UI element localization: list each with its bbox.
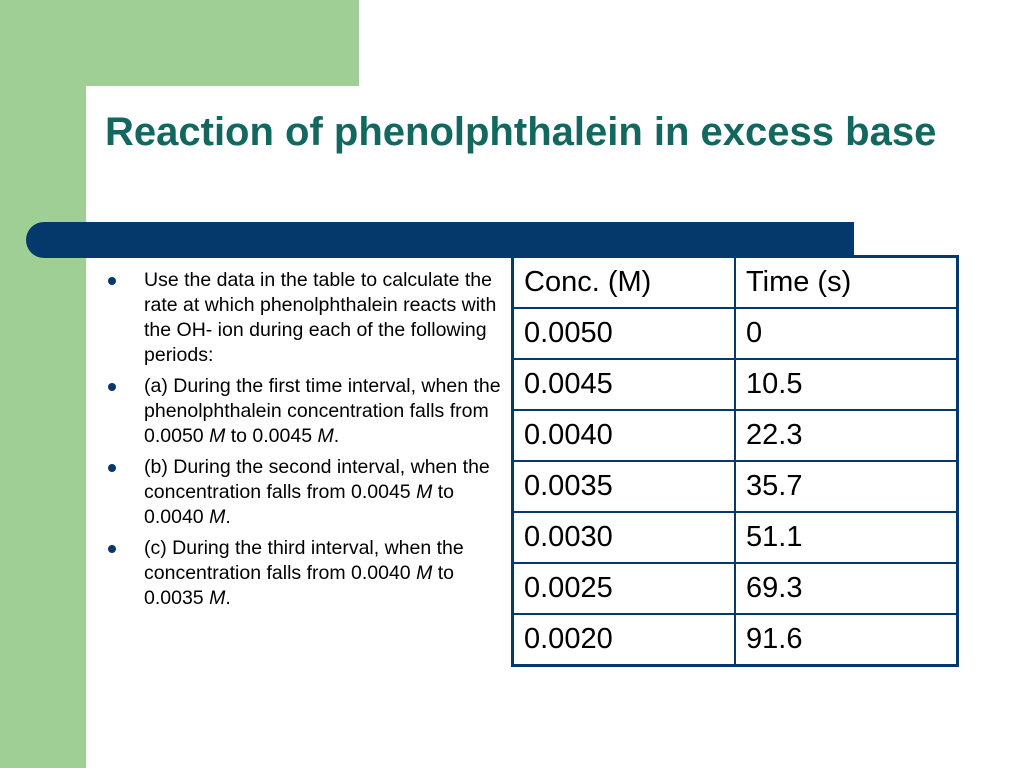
unit-molar: M — [317, 425, 334, 447]
bullet-dot-icon — [108, 464, 116, 472]
time-cell: 0 — [735, 308, 958, 359]
bullet-text: to 0.0035 — [144, 562, 455, 609]
table-row — [513, 563, 958, 614]
conc-cell: 0.0035 — [513, 461, 736, 512]
time-cell: 22.3 — [735, 410, 958, 461]
bullet-list — [102, 268, 502, 617]
bullet-dot-icon — [108, 383, 116, 391]
unit-molar: M — [209, 506, 226, 528]
column-header-time: Time (s) — [735, 257, 958, 309]
table-header-row — [513, 257, 958, 309]
table-row — [513, 614, 958, 666]
conc-cell: 0.0020 — [513, 614, 736, 666]
time-cell: 35.7 — [735, 461, 958, 512]
green-top-band — [0, 0, 359, 86]
table-row — [513, 461, 958, 512]
conc-cell: 0.0045 — [513, 359, 736, 410]
unit-molar: M — [209, 587, 226, 609]
bullet-item-c — [102, 536, 502, 611]
conc-cell: 0.0040 — [513, 410, 736, 461]
green-side-band — [0, 0, 86, 768]
time-cell: 51.1 — [735, 512, 958, 563]
bullet-text: Use the data in the table to calculate the rate at which phenolphthalein reacts with the OH- ion during each of the following periods: — [144, 269, 497, 366]
column-header-conc: Conc. (M) — [513, 257, 736, 309]
conc-cell: 0.0025 — [513, 563, 736, 614]
conc-cell: 0.0030 — [513, 512, 736, 563]
table-row — [513, 308, 958, 359]
unit-molar: M — [209, 425, 226, 447]
bullet-text: (c) During the third interval, when the concentration falls from 0.0040 — [144, 537, 464, 584]
bullet-item-a — [102, 374, 502, 449]
title-divider-bar — [26, 222, 854, 258]
conc-cell: 0.0050 — [513, 308, 736, 359]
bullet-item-b — [102, 455, 502, 530]
concentration-time-table — [511, 255, 959, 667]
bullet-text: . — [225, 587, 231, 609]
bullet-dot-icon — [108, 545, 116, 553]
bullet-text: . — [333, 425, 340, 447]
table-row — [513, 512, 958, 563]
unit-molar: M — [416, 562, 433, 584]
table-row — [513, 410, 958, 461]
table-row — [513, 359, 958, 410]
time-cell: 91.6 — [735, 614, 958, 666]
bullet-text: to 0.0045 — [225, 425, 318, 447]
bullet-text: (b) During the second interval, when the concentration falls from 0.0045 — [144, 456, 490, 503]
bullet-text: to 0.0040 — [144, 481, 455, 528]
bullet-text: . — [225, 506, 231, 528]
unit-molar: M — [416, 481, 433, 503]
slide-title: Reaction of phenolphthalein in excess base — [105, 110, 937, 154]
time-cell: 69.3 — [735, 563, 958, 614]
bullet-text: (a) During the first time interval, when the phenolphthalein concentration falls from 0.0050 — [144, 375, 501, 447]
time-cell: 10.5 — [735, 359, 958, 410]
bullet-dot-icon — [108, 277, 116, 285]
bullet-item-intro — [102, 268, 502, 368]
